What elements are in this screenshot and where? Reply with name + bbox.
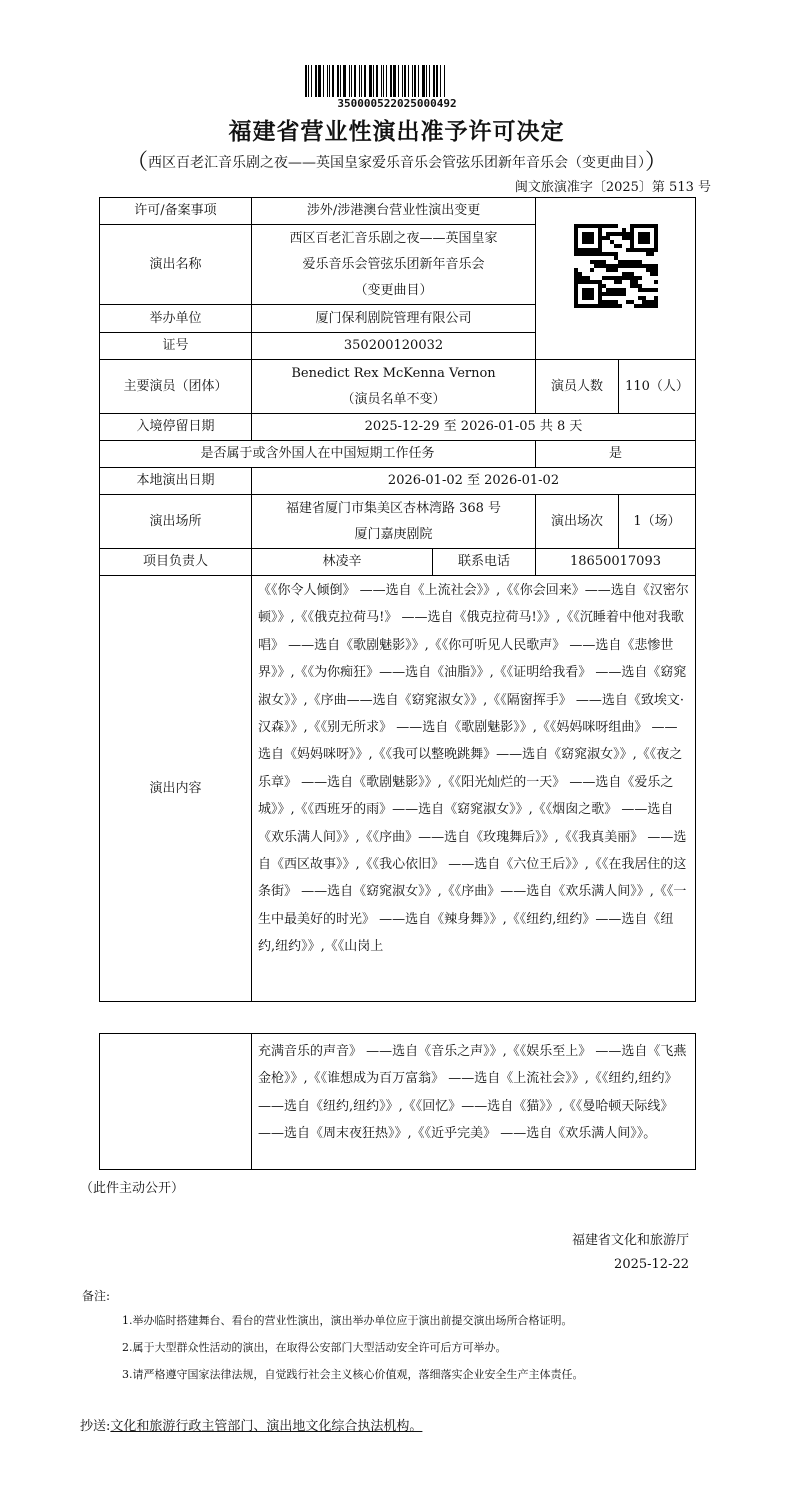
permit-table-continued <box>99 1033 696 1170</box>
content-label-empty <box>100 1034 252 1170</box>
foreign-work-label: 是否属于或含外国人在中国短期工作任务 <box>100 441 536 468</box>
document-number: 闽文旅演准字〔2025〕第 513 号 <box>514 180 711 195</box>
page-subtitle <box>0 145 793 176</box>
license-no-value: 350200120032 <box>252 333 536 360</box>
show-name-value <box>252 225 536 305</box>
barcode-number: 350000522025000492 <box>337 97 457 110</box>
venue-value <box>252 495 536 549</box>
cc-line <box>80 1415 422 1434</box>
local-date-label: 本地演出日期 <box>100 468 252 495</box>
public-note: （此件主动公开） <box>80 1181 185 1196</box>
show-name-line3: （变更曲目） <box>354 282 433 298</box>
permit-item-value: 涉外/涉港澳台营业性演出变更 <box>252 198 536 225</box>
organizer-value: 厦门保利剧院管理有限公司 <box>252 305 536 333</box>
permit-item-label: 许可/备案事项 <box>100 198 252 225</box>
issuer-name: 福建省文化和旅游厅 <box>571 1233 689 1248</box>
show-name-label: 演出名称 <box>100 225 252 305</box>
subtitle-text: 西区百老汇音乐剧之夜——英国皇家爱乐音乐会管弦乐团新年音乐会（变更曲目） <box>148 155 645 171</box>
performers-line1: Benedict Rex McKenna Vernon <box>291 365 496 381</box>
note-item-2: 2.属于大型群众性活动的演出，在取得公安部门大型活动安全许可后方可举办。 <box>122 1341 507 1354</box>
project-lead-label: 项目负责人 <box>100 549 252 576</box>
notes-label: 备注: <box>82 1289 111 1303</box>
sessions-value: 1（场） <box>619 495 696 549</box>
sessions-label: 演出场次 <box>536 495 619 549</box>
show-name-line1: 西区百老汇音乐剧之夜——英国皇家 <box>289 230 498 246</box>
performers-value <box>252 360 536 414</box>
phone-value: 18650017093 <box>536 549 696 576</box>
performer-count-value: 110（人） <box>619 360 696 414</box>
cc-label: 抄送: <box>80 1419 111 1434</box>
subtitle-paren-close: ） <box>645 150 668 175</box>
phone-label: 联系电话 <box>433 549 536 576</box>
local-date-value: 2026-01-02 至 2026-01-02 <box>252 468 696 495</box>
qr-code-icon <box>574 224 658 308</box>
note-item-3: 3.请严格遵守国家法律法规，自觉践行社会主义核心价值观，落细落实企业安全生产主体责任。 <box>122 1368 584 1381</box>
cc-value: 文化和旅游行政主管部门、演出地文化综合执法机构。 <box>110 1419 423 1434</box>
performers-label: 主要演员（团体） <box>100 360 252 414</box>
content-value-part2: 充满音乐的声音》 ——选自《音乐之声》》,《《娱乐至上》 ——选自《飞燕金枪》》,《《谁想成为百万富翁》 ——选自《上流社会》》,《《纽约,纽约》 ——选自《纽约,纽约》》,《《回忆》——选自《猫》》,《《曼哈顿天际线》 ——选自《周末夜狂热》》,《《近乎完美》 ——选自《欢乐满人间》》。 <box>252 1034 696 1170</box>
performers-line2: （演员名单不变） <box>341 391 446 407</box>
entry-stay-label: 入境停留日期 <box>100 414 252 441</box>
venue-line1: 福建省厦门市集美区杏林湾路 368 号 <box>285 500 502 516</box>
venue-label: 演出场所 <box>100 495 252 549</box>
performer-count-label: 演员人数 <box>536 360 619 414</box>
permit-table <box>99 197 696 1002</box>
foreign-work-value: 是 <box>536 441 696 468</box>
barcode-icon <box>305 65 489 97</box>
entry-stay-value: 2025-12-29 至 2026-01-05 共 8 天 <box>252 414 696 441</box>
show-name-line2: 爱乐音乐会管弦乐团新年音乐会 <box>302 256 485 272</box>
license-no-label: 证号 <box>100 333 252 360</box>
qr-code-cell <box>536 198 696 360</box>
subtitle-paren-open: （ <box>125 150 148 175</box>
page-title: 福建省营业性演出准予许可决定 <box>228 118 565 145</box>
project-lead-name: 林凌辛 <box>252 549 433 576</box>
content-value-part1: 《《你令人倾倒》 ——选自《上流社会》》,《《你会回来》——选自《汉密尔顿》》,《《俄克拉荷马!》 ——选自《俄克拉荷马!》》,《《沉睡着中他对我歌唱》 ——选自《歌剧魅影》》,《《你可听见人民歌声》 ——选自《悲惨世界》》,《《为你痴狂》——选自《油脂》》,《《证明给我看》 ——选自《窈窕淑女》》,《序曲——选自《窈窕淑女》》,《《隔窗挥手》 ——选自《致埃文·汉森》》,《《别无所求》 ——选自《歌剧魅影》》,《《妈妈咪呀组曲》 ——选自《妈妈咪呀》》,《《我可以整晚跳舞》——选自《窈窕淑女》》,《《夜之乐章》 ——选自《歌剧魅影》》,《《阳光灿烂的一天》 ——选自《爱乐之城》》,《《西班牙的雨》——选自《窈窕淑女》》,《《烟囱之歌》 ——选自《欢乐满人间》》,《《序曲》——选自《玫瑰舞后》》,《《我真美丽》 ——选自《西区故事》》,《《我心依旧》 ——选自《六位王后》》,《《在我居住的这条街》 ——选自《窈窕淑女》》,《《序曲》——选自《欢乐满人间》》,《《一生中最美好的时光》 ——选自《辣身舞》》,《《纽约,纽约》——选自《纽约,纽约》》,《《山岗上 <box>252 576 696 1002</box>
organizer-label: 举办单位 <box>100 305 252 333</box>
venue-line2: 厦门嘉庚剧院 <box>354 526 433 542</box>
issue-date: 2025-12-22 <box>614 1257 689 1272</box>
note-item-1: 1.举办临时搭建舞台、看台的营业性演出，演出举办单位应于演出前提交演出场所合格证明。 <box>122 1314 573 1327</box>
content-label: 演出内容 <box>100 576 252 1002</box>
